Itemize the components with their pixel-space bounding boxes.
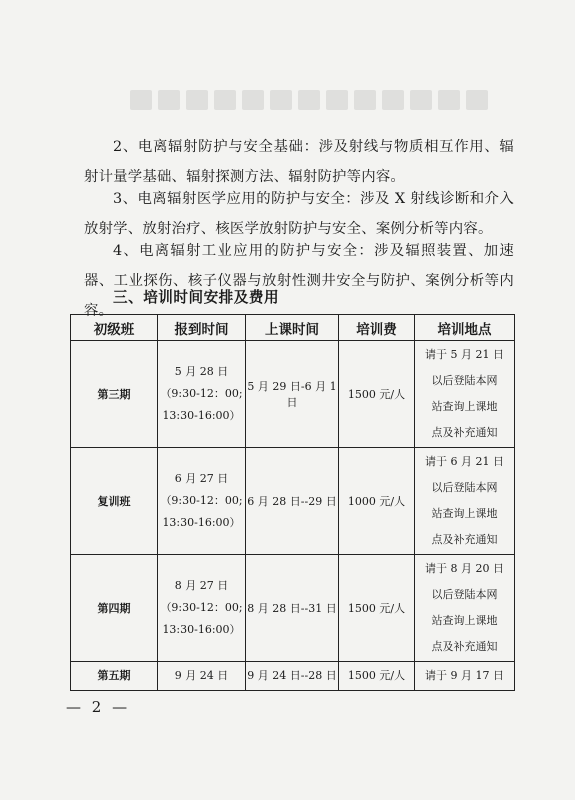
training-location	[415, 341, 515, 448]
registration-hours: （9:30-12：00;	[160, 494, 243, 507]
section-heading: 三、培训时间安排及费用	[113, 289, 280, 306]
registration-date: 5 月 28 日	[174, 365, 229, 378]
training-location: 请于 9 月 17 日	[415, 662, 515, 691]
location-line: 站查询上课地	[431, 507, 498, 520]
location-line: 请于 5 月 21 日	[425, 348, 504, 361]
registration-cell	[158, 448, 246, 555]
registration-cell	[158, 555, 246, 662]
table-header-row	[71, 315, 515, 341]
registration-date: 8 月 27 日	[174, 579, 229, 592]
page-number: — 2 —	[66, 698, 131, 716]
class-time: 6 月 28 日--29 日	[246, 448, 339, 555]
class-time: 8 月 28 日--31 日	[246, 555, 339, 662]
class-time: 5 月 29 日-6 月 1 日	[246, 341, 339, 448]
show-through-text	[130, 90, 550, 120]
class-time: 9 月 24 日--28 日	[246, 662, 339, 691]
table-row	[71, 555, 515, 662]
registration-hours: （9:30-12：00;	[160, 387, 243, 400]
class-name: 第五期	[71, 662, 158, 691]
class-name: 复训班	[71, 448, 158, 555]
location-line: 站查询上课地	[431, 400, 498, 413]
training-fee: 1500 元/人	[339, 555, 415, 662]
paragraph-item-2: 2、电离辐射防护与安全基础：涉及射线与物质相互作用、辐射计量学基础、辐射探测方法、辐射防护等内容。	[84, 139, 514, 185]
location-line: 请于 8 月 20 日	[425, 562, 504, 575]
training-fee: 1000 元/人	[339, 448, 415, 555]
registration-date: 6 月 27 日	[174, 472, 229, 485]
registration-hours: 13:30-16:00）	[162, 516, 241, 529]
paragraph-item-4: 4、电离辐射工业应用的防护与安全：涉及辐照装置、加速器、工业探伤、核子仪器与放射性测井安全与防护、案例分析等内容。	[84, 243, 514, 319]
registration-hours: 13:30-16:00）	[162, 623, 241, 636]
location-line: 以后登陆本网	[431, 481, 498, 494]
registration-date: 9 月 24 日	[158, 662, 246, 691]
training-fee: 1500 元/人	[339, 341, 415, 448]
table-row	[71, 341, 515, 448]
training-location	[415, 555, 515, 662]
training-location	[415, 448, 515, 555]
class-name: 第三期	[71, 341, 158, 448]
registration-hours: 13:30-16:00）	[162, 409, 241, 422]
paragraph-item-3: 3、电离辐射医学应用的防护与安全：涉及 X 射线诊断和介入放射学、放射治疗、核医学放射防护与安全、案例分析等内容。	[84, 191, 514, 237]
location-line: 站查询上课地	[431, 614, 498, 627]
column-header-class-time: 上课时间	[246, 315, 339, 341]
class-name: 第四期	[71, 555, 158, 662]
location-line: 点及补充通知	[431, 640, 498, 653]
location-line: 以后登陆本网	[431, 588, 498, 601]
column-header-class: 初级班	[71, 315, 158, 341]
table-row	[71, 662, 515, 691]
location-line: 点及补充通知	[431, 533, 498, 546]
location-line: 以后登陆本网	[431, 374, 498, 387]
column-header-location: 培训地点	[415, 315, 515, 341]
registration-cell	[158, 341, 246, 448]
table-row	[71, 448, 515, 555]
column-header-fee: 培训费	[339, 315, 415, 341]
location-line: 请于 6 月 21 日	[425, 455, 504, 468]
location-line: 点及补充通知	[431, 426, 498, 439]
schedule-table	[70, 314, 515, 691]
column-header-registration: 报到时间	[158, 315, 246, 341]
registration-hours: （9:30-12：00;	[160, 601, 243, 614]
training-fee: 1500 元/人	[339, 662, 415, 691]
